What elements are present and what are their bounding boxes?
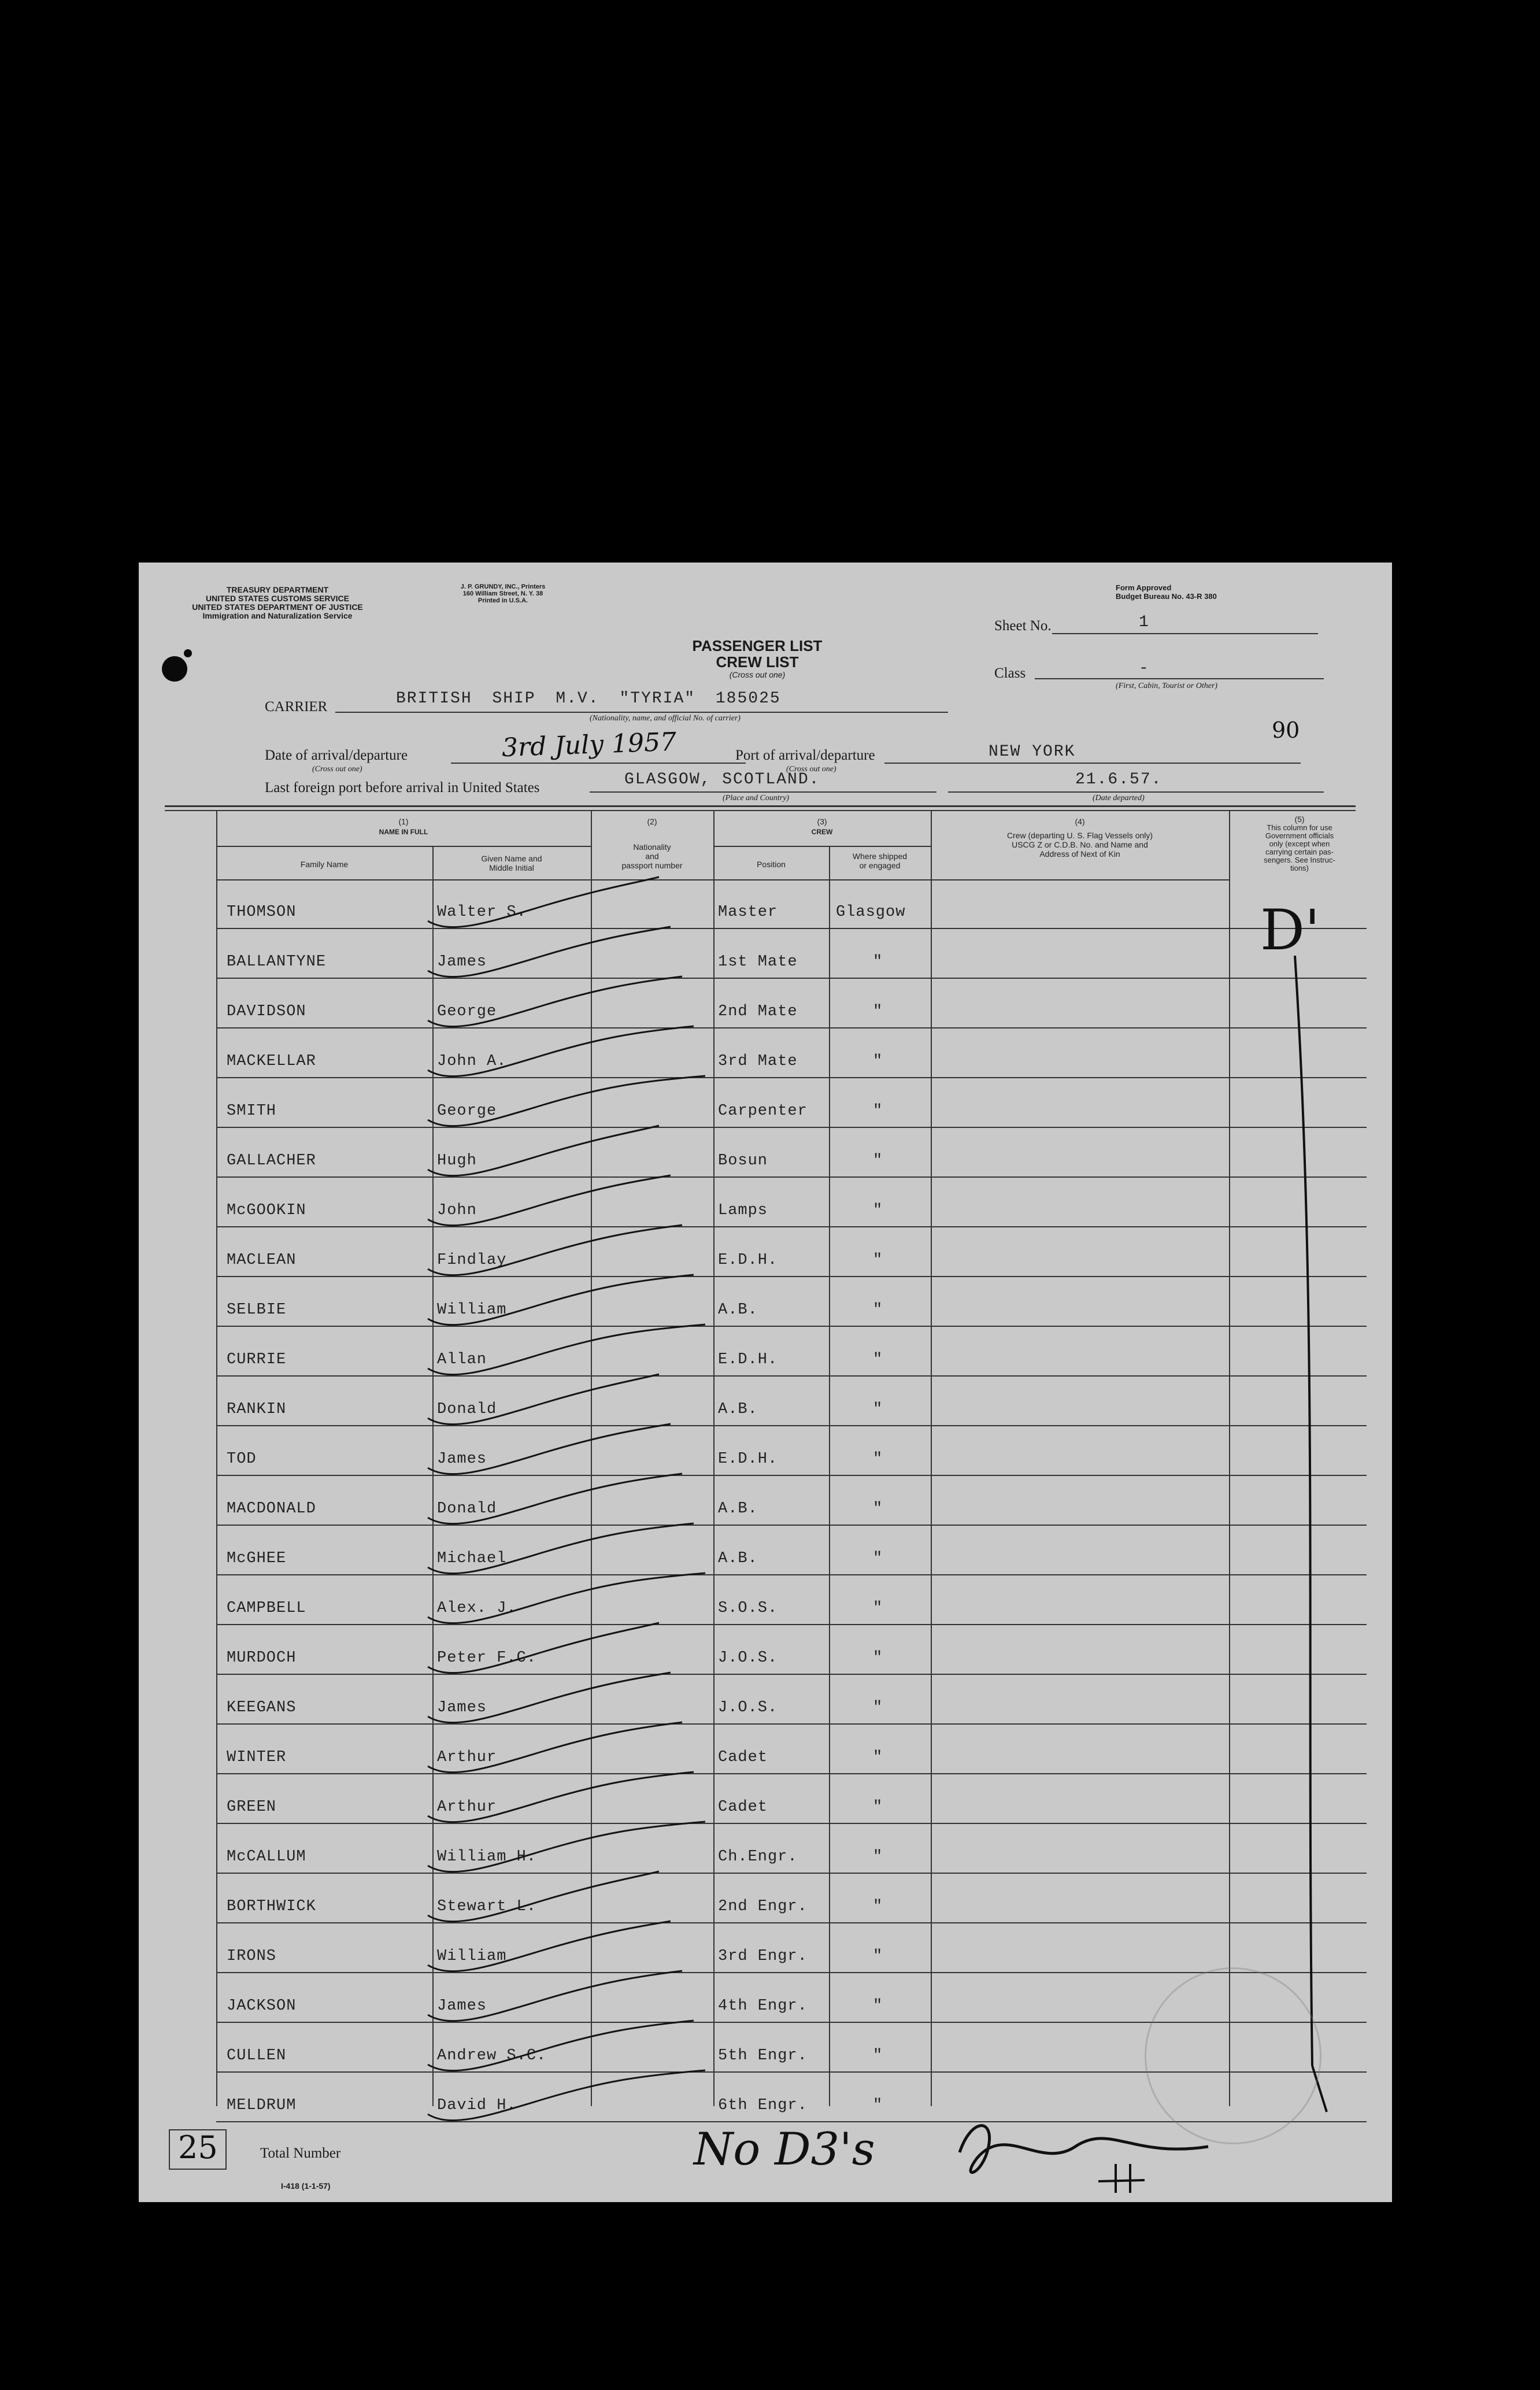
title-crew-list: CREW LIST	[716, 653, 799, 671]
position-cell: 6th Engr.	[718, 2097, 808, 2114]
where-shipped-cell: "	[873, 1152, 883, 1170]
family-name-cell: GREEN	[227, 1799, 277, 1816]
given-name-cell: James	[437, 1451, 487, 1468]
total-value: 25	[178, 2129, 218, 2166]
agency-header: TREASURY DEPARTMENT UNITED STATES CUSTOMS SERVICE UNITED STATES DEPARTMENT OF JUSTICE Immigration and Naturalization Service	[192, 585, 363, 620]
where-shipped-cell: "	[873, 1451, 883, 1468]
where-shipped-cell: "	[873, 1252, 883, 1269]
where-shipped-cell: "	[873, 1997, 883, 2015]
given-name-cell: Stewart L.	[437, 1898, 537, 1915]
where-shipped-cell: "	[873, 1202, 883, 1219]
given-name-cell: William	[437, 1301, 507, 1319]
given-name-cell: James	[437, 1997, 487, 2015]
class-value: -	[1139, 660, 1150, 678]
where-shipped-cell: "	[873, 1749, 883, 1766]
given-name-cell: Donald	[437, 1500, 497, 1518]
given-name-cell: David H.	[437, 2097, 517, 2114]
family-name-cell: RANKIN	[227, 1401, 287, 1418]
position-cell: 3rd Mate	[718, 1053, 798, 1070]
lastport-value: GLASGOW, SCOTLAND.	[624, 771, 820, 789]
col1b-header: Given Name and Middle Initial	[481, 854, 542, 872]
port-note: (Cross out one)	[786, 765, 836, 774]
col1-title: NAME IN FULL	[379, 828, 428, 836]
given-name-cell: John	[437, 1202, 477, 1219]
departed-value: 21.6.57.	[1075, 771, 1163, 789]
position-cell: A.B.	[718, 1401, 758, 1418]
family-name-cell: MACLEAN	[227, 1252, 297, 1269]
where-shipped-cell: "	[873, 2047, 883, 2065]
position-cell: Cadet	[718, 1749, 768, 1766]
given-name-cell: William H.	[437, 1848, 537, 1866]
sheet-label: Sheet No.	[994, 618, 1052, 634]
port-value: NEW YORK	[989, 743, 1076, 761]
position-cell: Cadet	[718, 1799, 768, 1816]
col2-number: (2)	[647, 817, 657, 826]
lastport-note: (Place and Country)	[723, 794, 790, 802]
where-shipped-cell: "	[873, 1301, 883, 1319]
total-label: Total Number	[260, 2145, 341, 2161]
handwritten-note: No D3's	[694, 2123, 875, 2176]
crew-list-form	[139, 563, 1392, 2202]
where-shipped-cell: "	[873, 1948, 883, 1965]
position-cell: Lamps	[718, 1202, 768, 1219]
family-name-cell: WINTER	[227, 1749, 287, 1766]
where-shipped-cell: "	[873, 2097, 883, 2114]
given-name-cell: Walter S.	[437, 904, 527, 921]
col1-number: (1)	[398, 817, 409, 826]
col3-number: (3)	[817, 817, 827, 826]
family-name-cell: CAMPBELL	[227, 1600, 306, 1617]
given-name-cell: Arthur	[437, 1749, 497, 1766]
family-name-cell: CURRIE	[227, 1351, 287, 1368]
given-name-cell: Alex. J.	[437, 1600, 517, 1617]
given-name-cell: Allan	[437, 1351, 487, 1368]
where-shipped-cell: "	[873, 1003, 883, 1020]
where-shipped-cell: "	[873, 1848, 883, 1866]
position-cell: J.O.S.	[718, 1699, 778, 1716]
where-shipped-cell: "	[873, 1600, 883, 1617]
family-name-cell: GALLACHER	[227, 1152, 316, 1170]
title-note: (Cross out one)	[729, 670, 786, 679]
where-shipped-cell: "	[873, 953, 883, 971]
form-number: I-418 (1-1-57)	[281, 2181, 331, 2191]
where-shipped-cell: "	[873, 1898, 883, 1915]
position-cell: E.D.H.	[718, 1451, 778, 1468]
position-cell: Carpenter	[718, 1102, 808, 1120]
position-cell: Bosun	[718, 1152, 768, 1170]
position-cell: A.B.	[718, 1550, 758, 1567]
family-name-cell: BALLANTYNE	[227, 953, 327, 971]
col1a-header: Family Name	[300, 860, 349, 869]
family-name-cell: JACKSON	[227, 1997, 297, 2015]
where-shipped-cell: "	[873, 1699, 883, 1716]
family-name-cell: KEEGANS	[227, 1699, 297, 1716]
family-name-cell: MACDONALD	[227, 1500, 316, 1518]
family-name-cell: SMITH	[227, 1102, 277, 1120]
family-name-cell: MURDOCH	[227, 1649, 297, 1667]
given-name-cell: John A.	[437, 1053, 507, 1070]
col4-number: (4)	[1075, 817, 1085, 826]
position-cell: E.D.H.	[718, 1351, 778, 1368]
col5-number: (5)	[1294, 815, 1305, 824]
position-cell: 1st Mate	[718, 953, 798, 971]
col3-title: CREW	[811, 828, 833, 836]
given-name-cell: James	[437, 1699, 487, 1716]
arrival-note: (Cross out one)	[312, 765, 362, 774]
port-label: Port of arrival/departure	[735, 748, 875, 763]
carrier-note: (Nationality, name, and official No. of carrier)	[590, 714, 741, 723]
given-name-cell: Andrew S.C.	[437, 2047, 547, 2065]
given-name-cell: James	[437, 953, 487, 971]
where-shipped-cell: "	[873, 1649, 883, 1667]
family-name-cell: CULLEN	[227, 2047, 287, 2065]
where-shipped-cell: Glasgow	[836, 904, 906, 921]
lastport-label: Last foreign port before arrival in United States	[265, 780, 540, 796]
inspector-signature	[139, 563, 1392, 2202]
position-cell: Ch.Engr.	[718, 1848, 798, 1866]
carrier-label: CARRIER	[265, 699, 328, 715]
given-name-cell: William	[437, 1948, 507, 1965]
family-name-cell: THOMSON	[227, 904, 297, 921]
family-name-cell: McCALLUM	[227, 1848, 306, 1866]
family-name-cell: IRONS	[227, 1948, 277, 1965]
position-cell: 3rd Engr.	[718, 1948, 808, 1965]
given-name-cell: Hugh	[437, 1152, 477, 1170]
family-name-cell: SELBIE	[227, 1301, 287, 1319]
position-cell: 5th Engr.	[718, 2047, 808, 2065]
printer-imprint: J. P. GRUNDY, INC., Printers 160 William Street, N. Y. 38 Printed in U.S.A.	[460, 583, 546, 604]
given-name-cell: Arthur	[437, 1799, 497, 1816]
position-cell: Master	[718, 904, 778, 921]
position-cell: 2nd Engr.	[718, 1898, 808, 1915]
col2-header: Nationality and passport number	[621, 842, 683, 870]
arrival-label: Date of arrival/departure	[265, 748, 408, 763]
given-name-cell: Peter F.C.	[437, 1649, 537, 1667]
position-cell: A.B.	[718, 1500, 758, 1518]
carrier-value: BRITISH SHIP M.V. "TYRIA" 185025	[396, 690, 781, 708]
family-name-cell: DAVIDSON	[227, 1003, 306, 1020]
position-cell: E.D.H.	[718, 1252, 778, 1269]
class-note: (First, Cabin, Tourist or Other)	[1116, 682, 1218, 690]
where-shipped-cell: "	[873, 1351, 883, 1368]
family-name-cell: TOD	[227, 1451, 257, 1468]
col4-header: Crew (departing U. S. Flag Vessels only) USCG Z or C.D.B. No. and Name and Address of Next of Kin	[1006, 831, 1153, 859]
given-name-cell: Michael	[437, 1550, 507, 1567]
family-name-cell: BORTHWICK	[227, 1898, 316, 1915]
departed-note: (Date departed)	[1093, 794, 1145, 802]
col5-header: This column for use Government officials only (except when carrying certain pas- sengers. See Instruc- tions)	[1264, 823, 1335, 872]
side-number: 90	[1272, 717, 1300, 743]
col3a-header: Position	[757, 860, 786, 869]
column5-mark: D'	[1260, 898, 1320, 963]
position-cell: 4th Engr.	[718, 1997, 808, 2015]
position-cell: J.O.S.	[718, 1649, 778, 1667]
col3b-header: Where shipped or engaged	[852, 852, 908, 870]
family-name-cell: McGHEE	[227, 1550, 287, 1567]
where-shipped-cell: "	[873, 1550, 883, 1567]
given-name-cell: Donald	[437, 1401, 497, 1418]
position-cell: 2nd Mate	[718, 1003, 798, 1020]
sheet-value: 1	[1139, 613, 1150, 631]
form-approved-note: Form Approved Budget Bureau No. 43-R 380	[1116, 583, 1217, 601]
where-shipped-cell: "	[873, 1053, 883, 1070]
arrival-value: 3rd July 1957	[501, 727, 677, 763]
where-shipped-cell: "	[873, 1799, 883, 1816]
class-label: Class	[994, 665, 1026, 681]
family-name-cell: MELDRUM	[227, 2097, 297, 2114]
position-cell: S.O.S.	[718, 1600, 778, 1617]
given-name-cell: Findlay	[437, 1252, 507, 1269]
title-passenger-list: PASSENGER LIST	[692, 637, 823, 654]
where-shipped-cell: "	[873, 1500, 883, 1518]
family-name-cell: MACKELLAR	[227, 1053, 316, 1070]
given-name-cell: George	[437, 1102, 497, 1120]
where-shipped-cell: "	[873, 1401, 883, 1418]
given-name-cell: George	[437, 1003, 497, 1020]
where-shipped-cell: "	[873, 1102, 883, 1120]
position-cell: A.B.	[718, 1301, 758, 1319]
family-name-cell: McGOOKIN	[227, 1202, 306, 1219]
